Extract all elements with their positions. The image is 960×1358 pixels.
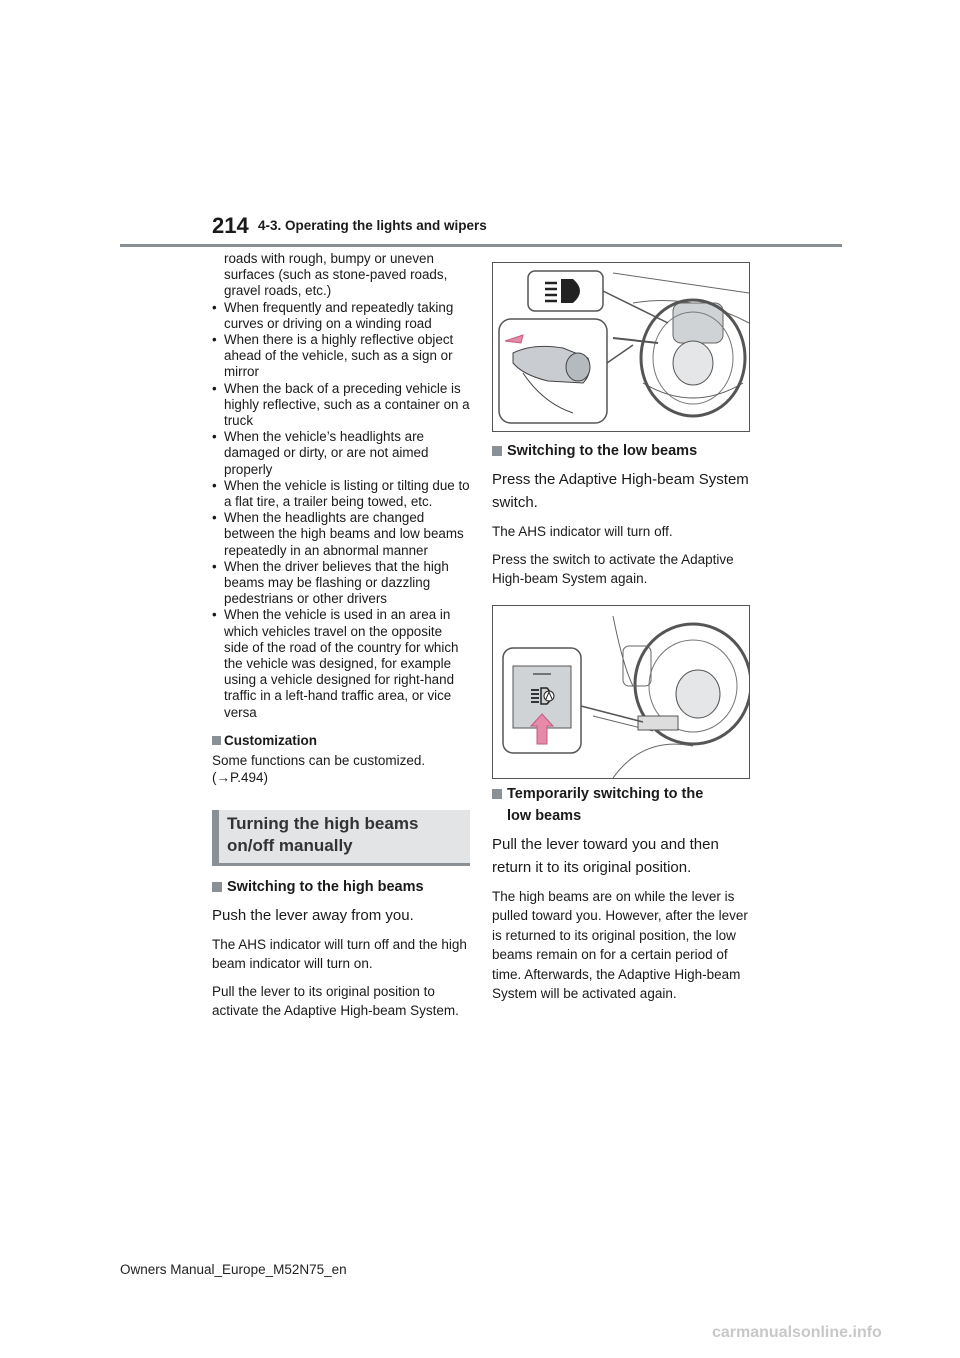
temp-low-beams-instruction: Pull the lever toward you and then return it to its original position.: [492, 835, 719, 876]
page-number: 214: [212, 213, 249, 238]
customization-text: Some functions can be customized. (→P.494): [212, 752, 426, 785]
low-beams-note: The AHS indicator will turn off.: [492, 524, 673, 539]
condition-list: [212, 251, 470, 721]
low-beams-instruction: Press the Adaptive High-beam System switch.: [492, 471, 749, 511]
switch-figure: [492, 605, 750, 779]
high-beams-heading: Switching to the high beams: [212, 876, 470, 898]
list-item: • When frequently and repeatedly taking curves or driving on a winding road: [212, 300, 470, 332]
square-bullet-icon: [492, 789, 502, 799]
high-beams-instruction: Push the lever away from you.: [212, 906, 414, 924]
footer-text: Owners Manual_Europe_M52N75_en: [120, 1262, 347, 1277]
low-beams-note: Press the switch to activate the Adaptive High-beam System again.: [492, 551, 734, 586]
high-beams-note: Pull the lever to its original position to activate the Adaptive High-beam System.: [212, 983, 459, 1019]
section-title: 4-3. Operating the lights and wipers: [258, 218, 487, 233]
switch-illustration: [493, 606, 749, 778]
high-beams-note: The AHS indicator will turn off and the high beam indicator will turn on.: [212, 936, 467, 972]
list-item: • When the vehicle is listing or tilting due to a flat tire, a trailer being towed, etc.: [212, 478, 470, 510]
list-item: • When the back of a preceding vehicle is highly reflective, such as a container on a truck: [212, 381, 470, 430]
lever-illustration: [493, 263, 749, 431]
list-item: • When the driver believes that the high beams may be flashing or dazzling pedestrians or other drivers: [212, 559, 470, 608]
temp-low-beams-heading-cont: low beams: [507, 807, 582, 824]
header-divider: [120, 244, 842, 247]
temp-low-beams-note: The high beams are on while the lever is pulled toward you. However, after the lever is returned to its original position, the low beams remain on for a certain period of time. Afterwards, the Adaptive High-beam System will be activated again.: [492, 888, 748, 1001]
square-bullet-icon: [492, 446, 502, 456]
list-item: • When there is a highly reflective object ahead of the vehicle, such as a sign or mirror: [212, 332, 470, 381]
lever-figure: [492, 262, 750, 432]
temp-low-beams-heading: Temporarily switching to the: [492, 783, 750, 805]
watermark: carmanualsonline.info: [712, 1324, 882, 1341]
list-item: roads with rough, bumpy or uneven surfaces (such as stone-paved roads, gravel roads, etc.): [224, 251, 448, 299]
right-column: [492, 262, 750, 1004]
manual-section-heading: Turning the high beams on/off manually: [212, 810, 470, 863]
square-bullet-icon: [212, 882, 222, 892]
customization-heading: Customization: [212, 733, 470, 748]
list-item: • When the vehicle’s headlights are damaged or dirty, or are not aimed properly: [212, 429, 470, 478]
square-bullet-icon: [212, 736, 221, 745]
low-beams-heading: Switching to the low beams: [492, 440, 750, 462]
list-item: • When the headlights are changed between the high beams and low beams repeatedly in an abnormal manner: [212, 510, 470, 559]
left-column: [212, 251, 470, 1021]
list-item: • When the vehicle is used in an area in which vehicles travel on the opposite side of the road of the country for which the vehicle was designed, for example using a vehicle designed for right-hand traffic in a left-hand traffic area, or vice versa: [212, 607, 470, 720]
